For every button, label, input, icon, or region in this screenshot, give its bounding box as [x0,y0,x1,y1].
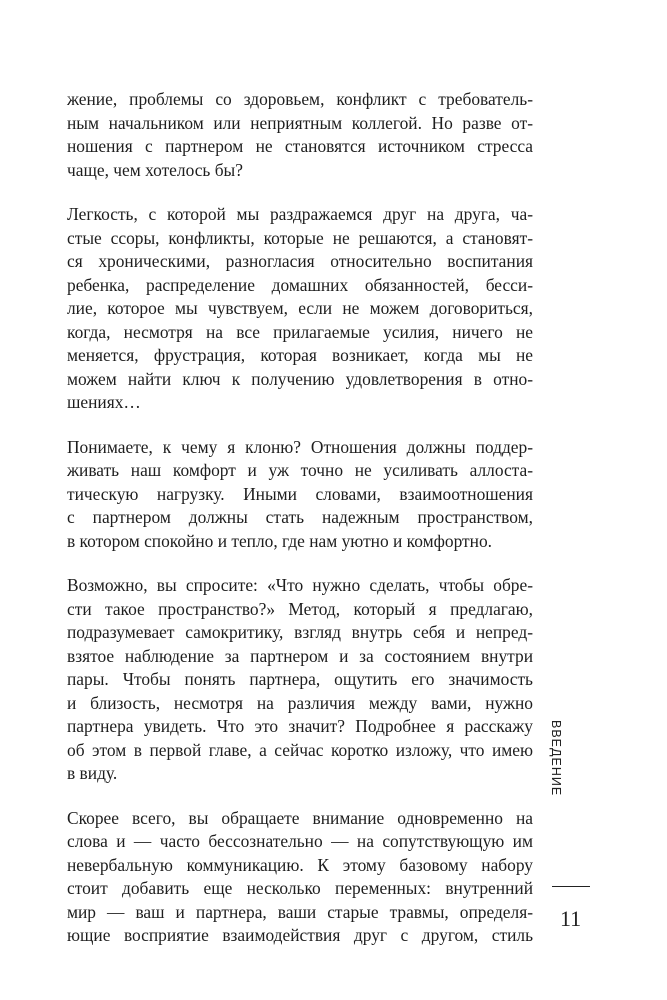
text-line: ребенка, распределение домашних обязанностей, бесси- [67,274,533,295]
body-text [67,88,533,969]
paragraph [67,88,533,182]
text-line: пары. Чтобы понять партнера, ощутить его значимость [67,669,533,689]
text-line: сти такое пространство?» Метод, который я предлагаю, [67,598,533,619]
text-line: Легкость, с которой мы раздражаемся друг на друга, ча- [67,204,533,224]
text-line: Возможно, вы спросите: «Что нужно сделать, чтобы обре- [67,575,533,595]
text-line: стоит добавить еще несколько переменных: внутренний [67,878,533,898]
paragraph [67,203,533,415]
text-line: партнера увидеть. Что это значит? Подробнее я расскажу [67,716,533,736]
text-line: можем найти ключ к получению удовлетворения в отно- [67,368,533,389]
text-line: шениях… [67,392,141,412]
text-line: меняется, фрустрация, которая возникает, когда мы не [67,345,533,365]
paragraph [67,574,533,786]
text-line: с партнером должны стать надежным пространством, [67,507,533,527]
text-line: лие, которое мы чувствуем, если не можем договориться, [67,298,533,318]
text-line: и близость, несмотря на различия между вами, нужно [67,692,533,713]
running-head [549,720,573,870]
text-line: подразумевает самокритику, взгляд внутрь себя и непред- [67,622,533,642]
text-line: ношения с партнером не становятся источником стресса [67,136,533,156]
text-line: слова и — часто бессознательно — на сопутствующую им [67,831,533,851]
text-line: мир — ваш и партнера, ваши старые травмы, определя- [67,901,533,922]
text-line: в виду. [67,763,118,783]
text-line: ся хроническими, разногласия относительно воспитания [67,251,533,271]
folio-rule [552,886,590,887]
text-line: Скорее всего, вы обращаете внимание одновременно на [67,807,533,828]
text-line: живать наш комфорт и уж точно не усиливать аллоста- [67,460,533,480]
text-line: чаще, чем хотелось бы? [67,159,243,180]
text-line: тическую нагрузку. Иными словами, взаимоотношения [67,483,533,504]
paragraph [67,807,533,948]
text-line: об этом в первой главе, а сейчас коротко изложу, что имею [67,739,533,760]
text-line: ным начальником или неприятным коллегой. Но разве от- [67,112,533,133]
text-line: когда, несмотря на все прилагаемые усилия, ничего не [67,321,533,342]
text-line: ющие восприятие взаимодействия друг с другом, стиль [67,925,533,945]
text-line: взятое наблюдение за партнером и за состоянием внутри [67,645,533,666]
text-line: Понимаете, к чему я клоню? Отношения должны поддер- [67,436,533,457]
running-head-label: ВВЕДЕНИЕ [549,720,563,797]
text-line: жение, проблемы со здоровьем, конфликт с требователь- [67,89,533,109]
page-number: 11 [560,906,582,931]
paragraph [67,436,533,554]
text-line: стые ссоры, конфликты, которые не решаются, а становят- [67,227,533,248]
text-line: в котором спокойно и тепло, где нам уютно и комфортно. [67,530,492,551]
text-line: невербальную коммуникацию. К этому базовому набору [67,854,533,875]
